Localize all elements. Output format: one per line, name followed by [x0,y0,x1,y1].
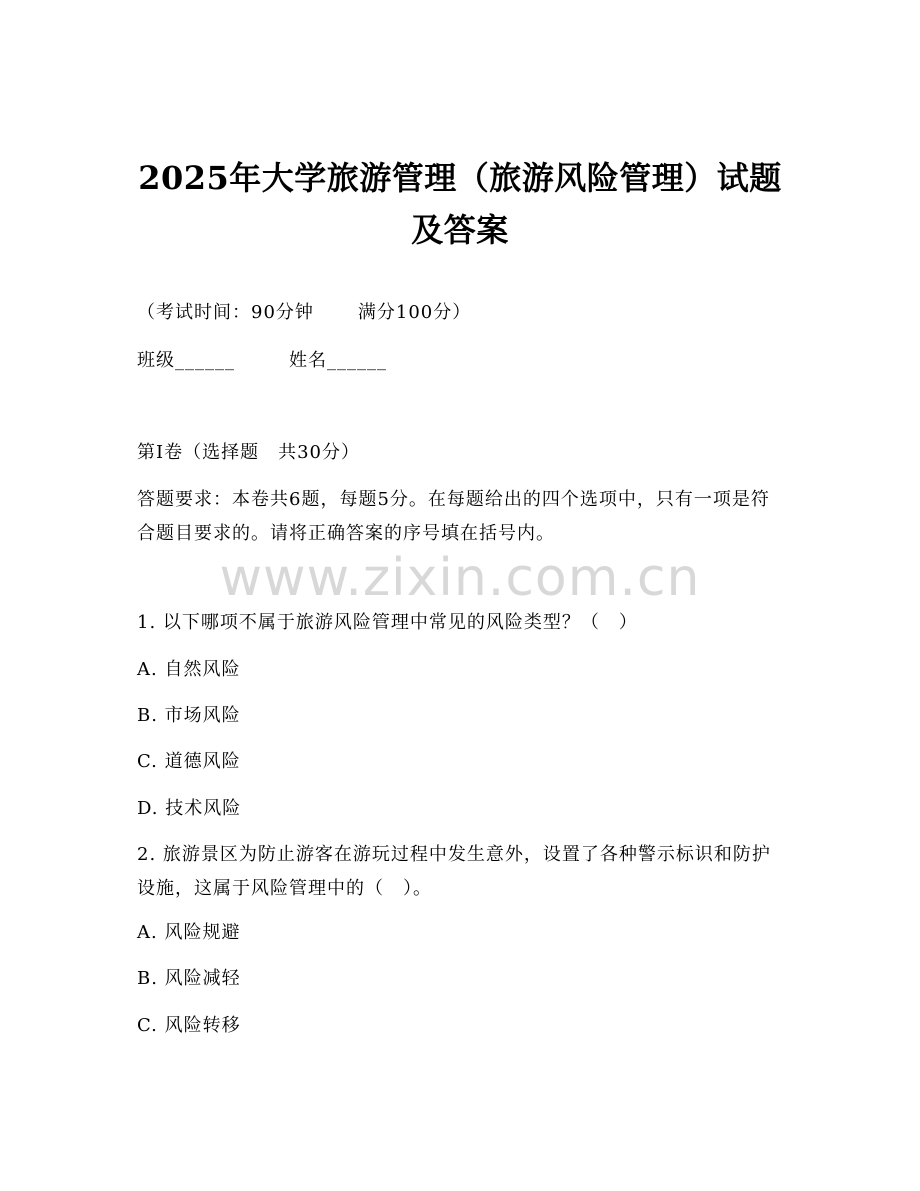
question-1-option-d: D. 技术风险 [137,798,242,819]
question-1-option-a: A. 自然风险 [137,659,241,680]
name-field: 姓名______ [289,350,387,371]
full-score: 满分100分） [357,302,472,323]
question-2-stem: 2. 旅游景区为防止游客在游玩过程中发生意外，设置了各种警示标识和防护设施，这属于风险管理中的（ ）。 [137,844,771,899]
student-info [137,347,387,375]
exam-time: （考试时间：90分钟 [137,302,314,323]
question-2-option-b: B. 风险减轻 [137,968,241,989]
document-title [60,152,860,256]
title-line-1: 2025年大学旅游管理（旅游风险管理）试题 [138,159,782,197]
instructions: 答题要求：本卷共6题，每题5分。在每题给出的四个选项中，只有一项是符合题目要求的。请将正确答案的序号填在括号内。 [137,489,770,544]
title-line-2: 及答案 [411,211,509,249]
question-1-option-b: B. 市场风险 [137,705,241,726]
question-1-stem: 1. 以下哪项不属于旅游风险管理中常见的风险类型？（ ） [137,612,638,633]
watermark: www.zixin.com.cn [219,548,701,608]
question-1-option-c: C. 道德风险 [137,751,241,772]
exam-info [137,299,471,327]
class-field: 班级______ [137,350,235,371]
question-2-option-c: C. 风险转移 [137,1015,241,1036]
section-title: 第Ⅰ卷（选择题 共30分） [137,442,361,463]
question-2-option-a: A. 风险规避 [137,922,241,943]
